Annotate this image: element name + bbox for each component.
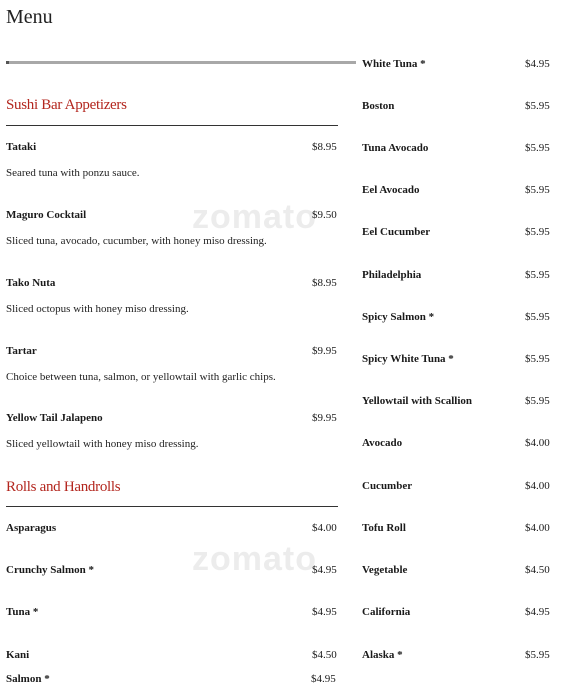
item-description: Seared tuna with ponzu sauce. — [6, 167, 140, 179]
item-price: $4.00 — [525, 480, 550, 492]
watermark: zomato — [192, 540, 317, 578]
item-price: $4.95 — [525, 606, 550, 618]
item-name: Tofu Roll — [362, 522, 406, 534]
item-price: $5.95 — [525, 353, 550, 365]
item-price: $5.95 — [525, 395, 550, 407]
item-name: Tataki — [6, 141, 37, 153]
item-price: $4.95 — [312, 564, 337, 576]
item-price: $4.95 — [312, 606, 337, 618]
item-price: $4.95 — [311, 673, 336, 685]
item-price: $8.95 — [312, 277, 337, 289]
item-name: Avocado — [362, 437, 403, 449]
item-price: $4.95 — [525, 58, 550, 70]
top-divider — [6, 61, 356, 64]
item-name: Cucumber — [362, 480, 413, 492]
item-name: Yellowtail with Scallion — [362, 395, 473, 407]
item-price: $4.00 — [312, 522, 337, 534]
item-name: Alaska * — [362, 649, 403, 661]
item-price: $9.50 — [312, 209, 337, 221]
item-name: California — [362, 606, 411, 618]
item-price: $5.95 — [525, 142, 550, 154]
item-description: Sliced yellowtail with honey miso dressing. — [6, 438, 199, 450]
watermark: zomato — [192, 198, 317, 236]
item-name: Tuna Avocado — [362, 142, 429, 154]
item-description: Sliced tuna, avocado, cucumber, with honey miso dressing. — [6, 235, 267, 247]
item-name: Tako Nuta — [6, 277, 56, 289]
item-price: $4.50 — [312, 649, 337, 661]
item-name: Boston — [362, 100, 395, 112]
item-description: Choice between tuna, salmon, or yellowtail with garlic chips. — [6, 371, 276, 383]
item-name: Salmon * — [6, 673, 50, 685]
section-divider — [6, 125, 338, 126]
item-name: Tartar — [6, 345, 37, 357]
item-price: $5.95 — [525, 184, 550, 196]
item-price: $5.95 — [525, 226, 550, 238]
item-price: $4.00 — [525, 437, 550, 449]
item-name: Asparagus — [6, 522, 57, 534]
item-price: $5.95 — [525, 269, 550, 281]
item-name: Spicy Salmon * — [362, 311, 435, 323]
item-name: Crunchy Salmon * — [6, 564, 95, 576]
section-divider — [6, 506, 338, 507]
item-price: $4.00 — [525, 522, 550, 534]
item-price: $5.95 — [525, 311, 550, 323]
item-description: Sliced octopus with honey miso dressing. — [6, 303, 189, 315]
section-title-appetizers: Sushi Bar Appetizers — [6, 97, 127, 113]
item-name: Maguro Cocktail — [6, 209, 87, 221]
item-name: Eel Avocado — [362, 184, 420, 196]
item-name: White Tuna * — [362, 58, 426, 70]
item-name: Philadelphia — [362, 269, 422, 281]
item-name: Yellow Tail Jalapeno — [6, 412, 103, 424]
item-price: $5.95 — [525, 100, 550, 112]
item-name: Spicy White Tuna * — [362, 353, 454, 365]
item-name: Tuna * — [6, 606, 39, 618]
item-price: $9.95 — [312, 345, 337, 357]
item-price: $8.95 — [312, 141, 337, 153]
item-price: $9.95 — [312, 412, 337, 424]
item-name: Eel Cucumber — [362, 226, 431, 238]
item-price: $4.50 — [525, 564, 550, 576]
item-name: Vegetable — [362, 564, 408, 576]
item-name: Kani — [6, 649, 30, 661]
section-title-rolls: Rolls and Handrolls — [6, 479, 121, 495]
item-price: $5.95 — [525, 649, 550, 661]
page-title: Menu — [6, 6, 53, 28]
